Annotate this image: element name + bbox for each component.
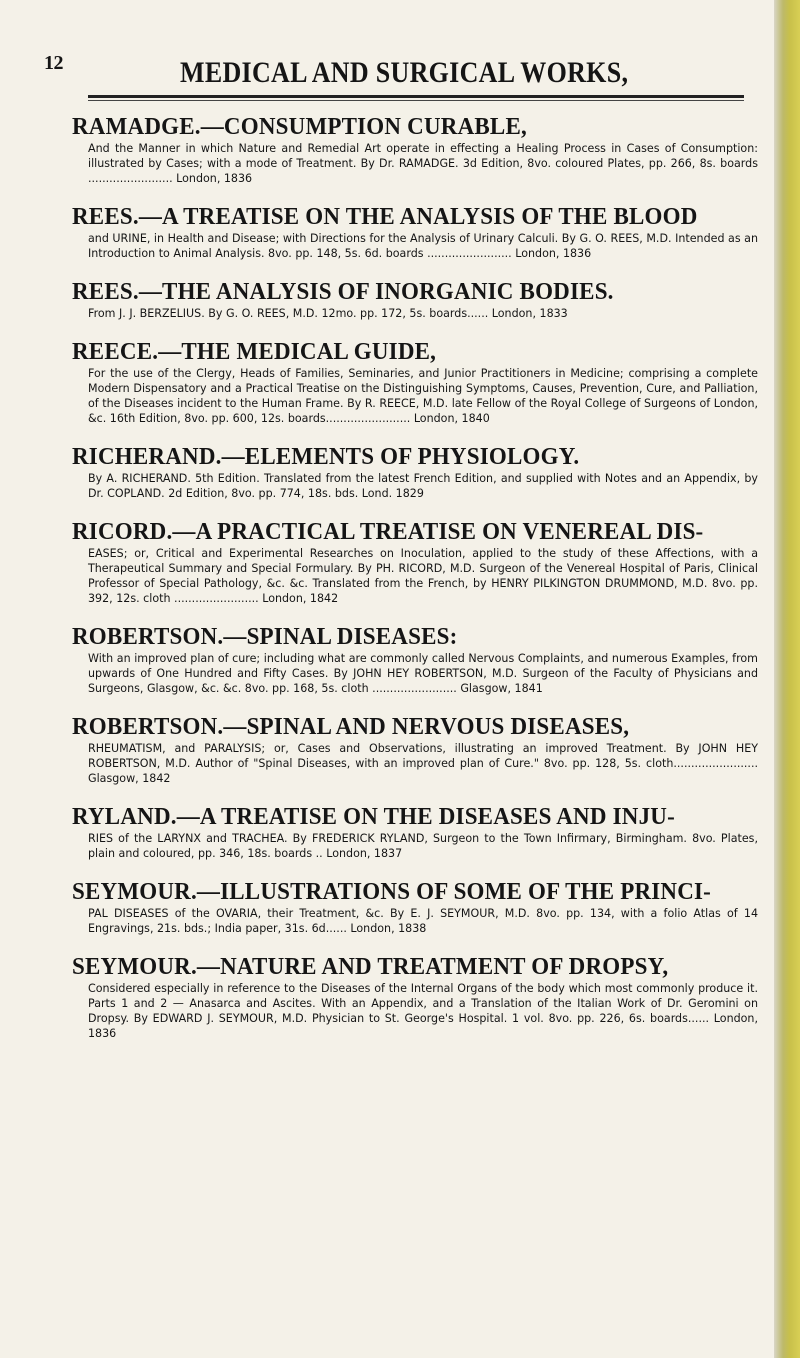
entry-ricord-venereal [72, 517, 758, 606]
catalogue-entries [72, 112, 758, 1057]
entry-ramadge-consumption [72, 112, 758, 186]
entry-heading: SEYMOUR.—ILLUSTRATIONS OF SOME OF THE PRINCI- [72, 878, 712, 905]
page-number: 12 [44, 52, 63, 74]
entry-heading: RICORD.—A PRACTICAL TREATISE ON VENEREAL DIS- [72, 518, 704, 545]
entry-heading: RICHERAND.—ELEMENTS OF PHYSIOLOGY. [72, 443, 580, 470]
entry-description: and URINE, in Health and Disease; with Directions for the Analysis of Urinary Calculi. By G. O. REES, M.D. Intended as an Introduction to Animal Analysis. 8vo. pp. 148, 5s. 6d. boards ........................ London, 1836 [88, 232, 758, 260]
entry-richerand-physiology [72, 442, 758, 501]
entry-description: With an improved plan of cure; including what are commonly called Nervous Complaints, and numerous Examples, from upwards of One Hundred and Fifty Cases. By JOHN HEY ROBERTSON, M.D. Surgeon of the Faculty of Physicians and Surgeons, Glasgow, &c. &c. 8vo. pp. 168, 5s. cloth ........................ Glasgow, 1841 [88, 652, 758, 695]
header-rule-thick [88, 95, 744, 98]
entry-seymour-dropsy [72, 952, 758, 1041]
entry-rees-inorganic [72, 277, 758, 321]
entry-description: RHEUMATISM, and PARALYSIS; or, Cases and Observations, illustrating an improved Treatment. By JOHN HEY ROBERTSON, M.D. Author of "Spinal Diseases, with an improved plan of Cure." 8vo. pp. 128, 5s. cloth........................ Glasgow, 1842 [88, 742, 758, 785]
entry-rees-blood [72, 202, 758, 261]
entry-heading: RYLAND.—A TREATISE ON THE DISEASES AND INJU- [72, 803, 675, 830]
entry-description: Considered especially in reference to the Diseases of the Internal Organs of the body which most commonly produce it. Parts 1 and 2 — Anasarca and Ascites. With an Appendix, and a Translation of the Italian Work of Dr. Geromini on Dropsy. By EDWARD J. SEYMOUR, M.D. Physician to St. George's Hospital. 1 vol. 8vo. pp. 226, 6s. boards...... London, 1836 [88, 982, 758, 1040]
entry-seymour-ovaria [72, 877, 758, 936]
entry-heading: ROBERTSON.—SPINAL AND NERVOUS DISEASES, [72, 713, 630, 740]
running-title: MEDICAL AND SURGICAL WORKS, [180, 56, 629, 89]
entry-description: RIES of the LARYNX and TRACHEA. By FREDERICK RYLAND, Surgeon to the Town Infirmary, Birmingham. 8vo. Plates, plain and coloured, pp. 346, 18s. boards .. London, 1837 [88, 832, 758, 860]
header-rule-thin [88, 100, 744, 101]
entry-robertson-spinal [72, 622, 758, 696]
entry-heading: REECE.—THE MEDICAL GUIDE, [72, 338, 437, 365]
entry-heading: SEYMOUR.—NATURE AND TREATMENT OF DROPSY, [72, 953, 669, 980]
entry-heading: REES.—A TREATISE ON THE ANALYSIS OF THE BLOOD [72, 203, 698, 230]
entry-robertson-nervous [72, 712, 758, 786]
entry-heading: REES.—THE ANALYSIS OF INORGANIC BODIES. [72, 278, 614, 305]
entry-description: By A. RICHERAND. 5th Edition. Translated from the latest French Edition, and supplied with Notes and an Appendix, by Dr. COPLAND. 2d Edition, 8vo. pp. 774, 18s. bds. Lond. 1829 [88, 472, 758, 500]
entry-reece-guide [72, 337, 758, 426]
entry-heading: RAMADGE.—CONSUMPTION CURABLE, [72, 113, 527, 140]
entry-heading: ROBERTSON.—SPINAL DISEASES: [72, 623, 458, 650]
entry-description: From J. J. BERZELIUS. By G. O. REES, M.D. 12mo. pp. 172, 5s. boards...... London, 1833 [88, 307, 568, 320]
entry-description: PAL DISEASES of the OVARIA, their Treatment, &c. By E. J. SEYMOUR, M.D. 8vo. pp. 134, with a folio Atlas of 14 Engravings, 21s. bds.; India paper, 31s. 6d...... London, 1838 [88, 907, 758, 935]
entry-description: For the use of the Clergy, Heads of Families, Seminaries, and Junior Practitioners in Medicine; comprising a complete Modern Dispensatory and a Practical Treatise on the Distinguishing Symptoms, Causes, Prevention, Cure, and Palliation, of the Diseases incident to the Human Frame. By R. REECE, M.D. late Fellow of the Royal College of Surgeons of London, &c. 16th Edition, 8vo. pp. 600, 12s. boards........................ London, 1840 [88, 367, 758, 425]
entry-ryland-larynx [72, 802, 758, 861]
entry-description: EASES; or, Critical and Experimental Researches on Inoculation, applied to the study of these Affections, with a Therapeutical Summary and Special Formulary. By PH. RICORD, M.D. Surgeon of the Venereal Hospital of Paris, Clinical Professor of Special Pathology, &c. &c. Translated from the French, by HENRY PILKINGTON DRUMMOND, M.D. 8vo. pp. 392, 12s. cloth ........................ London, 1842 [88, 547, 758, 605]
entry-description: And the Manner in which Nature and Remedial Art operate in effecting a Healing Process in Cases of Consumption: illustrated by Cases; with a mode of Treatment. By Dr. RAMADGE. 3d Edition, 8vo. coloured Plates, pp. 266, 8s. boards ........................ London, 1836 [88, 142, 758, 185]
page-edge-binding [774, 0, 800, 1358]
